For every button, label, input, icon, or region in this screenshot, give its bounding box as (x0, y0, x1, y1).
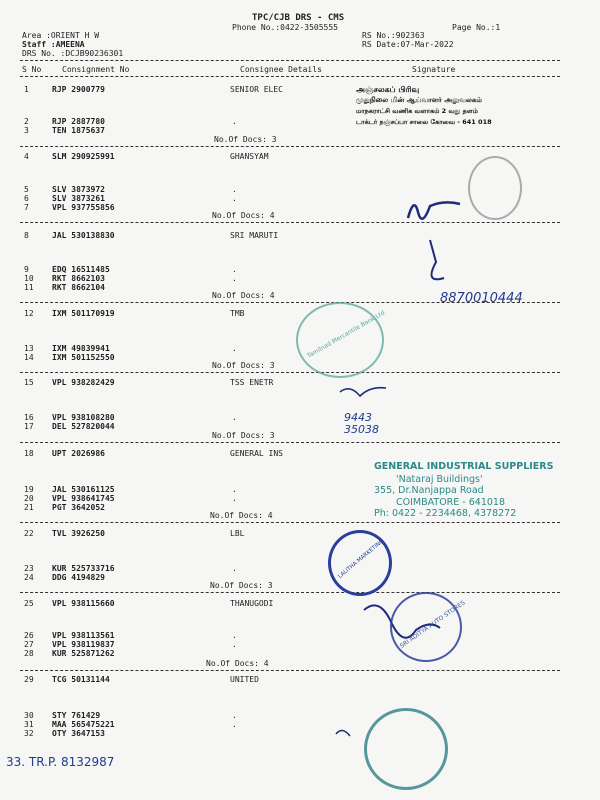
consignment-number: VPL 938115660 (52, 599, 115, 608)
consignee-name: TMB (230, 309, 245, 318)
col-signature: Signature (412, 65, 456, 74)
consignment-number: TEN 1875637 (52, 126, 105, 135)
placeholder-dot: . (232, 564, 237, 573)
bank-stamp (296, 302, 387, 378)
consignment-number: OTY 3647153 (52, 729, 105, 738)
row-number: 6 (24, 194, 29, 203)
row-number: 26 (24, 631, 34, 640)
consignee-name: GENERAL INS (230, 449, 283, 458)
docs-count: No.Of Docs: 3 (212, 361, 275, 370)
consignment-number: SLM 290925991 (52, 152, 115, 161)
row-number: 16 (24, 413, 34, 422)
row-number: 4 (24, 152, 29, 161)
placeholder-dot: . (232, 194, 237, 203)
placeholder-dot: . (232, 631, 237, 640)
auto-stamp-text: SRI ADITYA AUTO STORES (398, 599, 467, 650)
row-number: 9 (24, 265, 29, 274)
consignment-number: TVL 3926250 (52, 529, 105, 538)
row-number: 31 (24, 720, 34, 729)
supplier-name: GENERAL INDUSTRIAL SUPPLIERS (374, 461, 554, 472)
consignee-name: SENIOR ELEC (230, 85, 283, 94)
consignment-number: RJP 2887780 (52, 117, 105, 126)
placeholder-dot: . (232, 185, 237, 194)
consignment-number: SLV 3873261 (52, 194, 105, 203)
office-seal-stamp (364, 708, 448, 790)
placeholder-dot: . (232, 711, 237, 720)
supplier-city: COIMBATORE - 641018 (396, 496, 506, 508)
docs-count: No.Of Docs: 3 (214, 135, 277, 144)
supplier-building: 'Nataraj Buildings' (396, 473, 483, 485)
row-number: 13 (24, 344, 34, 353)
row-number: 8 (24, 231, 29, 240)
consignment-number: DDG 4194829 (52, 573, 105, 582)
consignment-number: TCG 50131144 (52, 675, 110, 684)
bank-stamp-text: Tamilnad Mercantile Bank Ltd (305, 309, 387, 360)
placeholder-dot: . (232, 274, 237, 283)
row-number: 15 (24, 378, 34, 387)
docs-count: No.Of Docs: 4 (212, 291, 275, 300)
phone-number: Phone No.:0422-3505555 (232, 23, 338, 32)
row-number: 18 (24, 449, 34, 458)
placeholder-dot: . (232, 344, 237, 353)
row-number: 10 (24, 274, 34, 283)
consignment-number: MAA 565475221 (52, 720, 115, 729)
row-number: 25 (24, 599, 34, 608)
consignment-number: IXM 501170919 (52, 309, 115, 318)
consignment-number: VPL 937755856 (52, 203, 115, 212)
row-number: 11 (24, 283, 34, 292)
signature-mark (340, 388, 386, 396)
signature-mark (408, 202, 460, 218)
tamil-line: மாநகராட்சி வணிக வளாகம் 2 வது தளம் (356, 107, 478, 115)
placeholder-dot: . (232, 413, 237, 422)
handwritten-phone: 8870010444 (440, 291, 523, 306)
row-number: 28 (24, 649, 34, 658)
row-number: 30 (24, 711, 34, 720)
staff-field: Staff :AMEENA (22, 40, 85, 49)
consignee-name: GHANSYAM (230, 152, 269, 161)
row-number: 17 (24, 422, 34, 431)
row-number: 14 (24, 353, 34, 362)
doc-title: TPC/CJB DRS - CMS (252, 13, 345, 23)
signature-mark (430, 240, 444, 279)
row-number: 12 (24, 309, 34, 318)
placeholder-dot: . (232, 265, 237, 274)
consignment-number: KUR 525733716 (52, 564, 115, 573)
consignee-name: LBL (230, 529, 245, 538)
consignment-number: STY 761429 (52, 711, 101, 720)
lbl-stamp-text: LALITHA MARKETING (337, 538, 386, 580)
docs-count: No.Of Docs: 4 (206, 659, 269, 668)
col-consignee: Consignee Details (240, 65, 322, 74)
consignment-number: VPL 938641745 (52, 494, 115, 503)
handwritten-footer: 33. TR.P. 8132987 (6, 755, 115, 769)
consignment-number: RKT 8662104 (52, 283, 105, 292)
consignment-number: VPL 938113561 (52, 631, 115, 640)
consignee-name: SRI MARUTI (230, 231, 279, 240)
row-number: 20 (24, 494, 34, 503)
row-number: 1 (24, 85, 29, 94)
consignment-number: PGT 3642052 (52, 503, 105, 512)
col-sno: S No (22, 65, 42, 74)
supplier-street: 355, Dr.Nanjappa Road (374, 485, 484, 496)
consignee-name: TSS ENETR (230, 378, 274, 387)
supplier-stamp (374, 462, 564, 519)
area-field: Area :ORIENT H W (22, 31, 100, 40)
docs-count: No.Of Docs: 4 (212, 211, 275, 220)
placeholder-dot: . (232, 485, 237, 494)
tamil-line: டாக்டர் நஞ்சப்பா சாலை கோவை - 641 018 (356, 117, 492, 126)
rs-number: RS No.:902363 (362, 31, 425, 40)
row-number: 22 (24, 529, 34, 538)
consignment-number: VPL 938282429 (52, 378, 115, 387)
placeholder-dot: . (232, 640, 237, 649)
consignment-number: EDQ 16511485 (52, 265, 110, 274)
docs-count: No.Of Docs: 3 (210, 581, 273, 590)
consignment-number: VPL 938119837 (52, 640, 115, 649)
page-number: Page No.:1 (452, 23, 501, 32)
placeholder-dot: . (232, 720, 237, 729)
consignment-number: RKT 8662103 (52, 274, 105, 283)
row-number: 19 (24, 485, 34, 494)
consignment-number: JAL 530138830 (52, 231, 115, 240)
row-number: 29 (24, 675, 34, 684)
placeholder-dot: . (232, 494, 237, 503)
placeholder-dot: . (232, 117, 237, 126)
row-number: 24 (24, 573, 34, 582)
signature-mark (336, 730, 350, 736)
consignment-number: KUR 525871262 (52, 649, 115, 658)
supplier-phone: Ph: 0422 - 2234468, 4378272 (374, 508, 517, 519)
consignment-number: JAL 530161125 (52, 485, 115, 494)
auto-stores-stamp (390, 592, 467, 662)
row-number: 27 (24, 640, 34, 649)
docs-count: No.Of Docs: 3 (212, 431, 275, 440)
consignee-name: THANUGODI (230, 599, 274, 608)
handwritten-note: 9443 35038 (344, 411, 379, 437)
consignee-name: UNITED (230, 675, 259, 684)
row-number: 5 (24, 185, 29, 194)
tamil-line: முதுநிலை மின் ஆய்வாளர் அலுவலகம் (356, 96, 482, 104)
rs-date: RS Date:07-Mar-2022 (362, 40, 454, 49)
row-number: 7 (24, 203, 29, 212)
drs-number: DRS No. :DCJB90236301 (22, 49, 124, 58)
consignment-number: IXM 501152550 (52, 353, 115, 362)
lbl-stamp (328, 530, 392, 596)
consignment-number: UPT 2026986 (52, 449, 105, 458)
tamil-line: அஞ்சலகப் பிரிவு (356, 85, 420, 94)
row-number: 21 (24, 503, 34, 512)
consignment-number: SLV 3873972 (52, 185, 105, 194)
col-consignment: Consignment No (62, 65, 130, 74)
row-number: 32 (24, 729, 34, 738)
row-number: 2 (24, 117, 29, 126)
consignment-number: RJP 2900779 (52, 85, 105, 94)
row-number: 3 (24, 126, 29, 135)
consignment-number: DEL 527820044 (52, 422, 115, 431)
row-number: 23 (24, 564, 34, 573)
consignment-number: IXM 49839941 (52, 344, 110, 353)
docs-count: No.Of Docs: 4 (210, 511, 273, 520)
consignment-number: VPL 938108280 (52, 413, 115, 422)
